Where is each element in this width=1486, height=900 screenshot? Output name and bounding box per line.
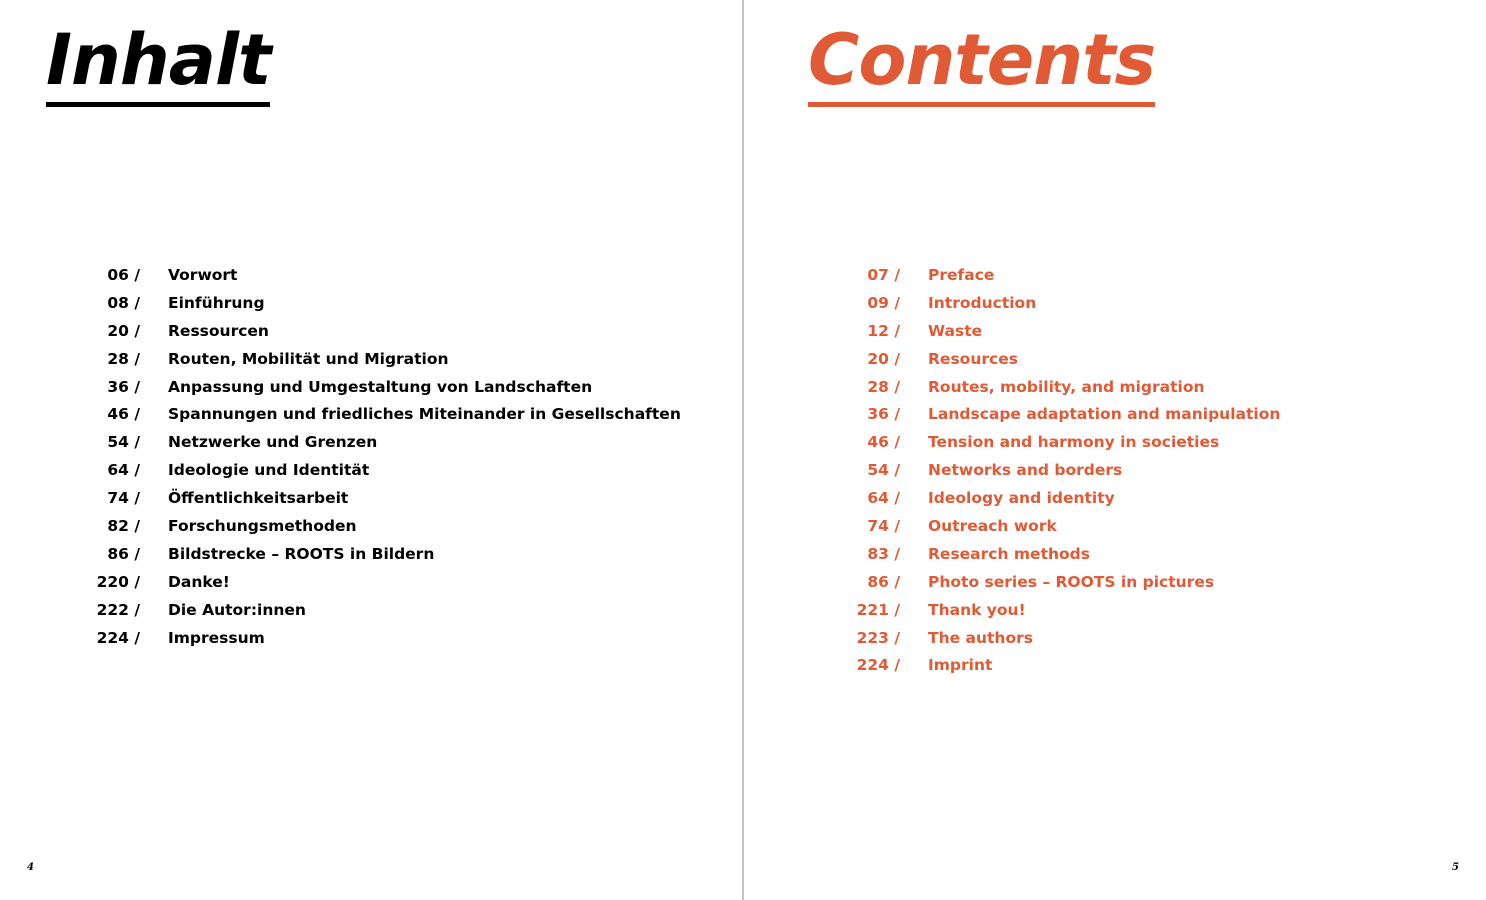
toc-page-number: 09 / (867, 293, 900, 312)
toc-page-number: 74 / (867, 516, 900, 535)
toc-page-number: 46 / (867, 433, 900, 452)
toc-entry (856, 373, 1280, 401)
toc-page-number: 54 / (867, 461, 900, 480)
toc-entry-title: The authors (928, 628, 1033, 647)
toc-entry-title: Photo series – ROOTS in pictures (928, 572, 1215, 591)
toc-entry (96, 596, 681, 624)
toc-entry-title: Impressum (168, 628, 265, 647)
toc-page-number: 224 / (96, 628, 140, 647)
toc-entry-title: Resources (928, 349, 1018, 368)
toc-entry (96, 484, 681, 512)
toc-page-number: 86 / (867, 572, 900, 591)
toc-page-number: 07 / (867, 265, 900, 284)
toc-entry (96, 540, 681, 568)
toc-entry-title: Landscape adaptation and manipulation (928, 405, 1281, 424)
toc-page-number: 64 / (107, 461, 140, 480)
toc-entry (856, 512, 1280, 540)
toc-entry-title: Waste (928, 321, 983, 340)
toc-page-number: 36 / (107, 377, 140, 396)
toc-entry (96, 400, 681, 428)
toc-entry (856, 540, 1280, 568)
page-number-left: 4 (27, 862, 34, 873)
toc-entry-title: Research methods (928, 544, 1090, 563)
table-of-contents-german (96, 261, 681, 651)
toc-entry (96, 317, 681, 345)
toc-page-number: 28 / (107, 349, 140, 368)
toc-page-number: 74 / (107, 489, 140, 508)
toc-entry-title: Ressourcen (168, 321, 269, 340)
toc-entry (96, 624, 681, 652)
toc-entry (96, 568, 681, 596)
toc-entry (856, 428, 1280, 456)
toc-page-number: 83 / (867, 544, 900, 563)
toc-entry (856, 345, 1280, 373)
toc-page-number: 20 / (107, 321, 140, 340)
toc-entry (856, 289, 1280, 317)
toc-entry (856, 624, 1280, 652)
toc-entry (856, 484, 1280, 512)
toc-entry-title: Forschungsmethoden (168, 516, 357, 535)
toc-page-number: 86 / (107, 544, 140, 563)
toc-entry (96, 261, 681, 289)
toc-entry (96, 512, 681, 540)
toc-entry (96, 456, 681, 484)
toc-entry (96, 373, 681, 401)
toc-page-number: 223 / (856, 628, 900, 647)
toc-entry-title: Öffentlichkeitsarbeit (168, 489, 349, 508)
toc-page-number: 224 / (856, 656, 900, 675)
table-of-contents-english (856, 261, 1280, 679)
toc-page-number: 64 / (867, 489, 900, 508)
toc-entry (96, 345, 681, 373)
toc-entry (856, 568, 1280, 596)
toc-page-number: 06 / (107, 265, 140, 284)
toc-entry-title: Anpassung und Umgestaltung von Landschaften (168, 377, 593, 396)
toc-entry-title: Ideologie und Identität (168, 461, 370, 480)
toc-entry (856, 596, 1280, 624)
toc-entry-title: Networks and borders (928, 461, 1123, 480)
toc-entry-title: Danke! (168, 572, 230, 591)
toc-entry-title: Outreach work (928, 516, 1057, 535)
toc-entry-title: Einführung (168, 293, 265, 312)
toc-entry-title: Thank you! (928, 600, 1026, 619)
toc-entry-title: Spannungen und friedliches Miteinander in Gesellschaften (168, 405, 681, 424)
toc-entry-title: Die Autor:innen (168, 600, 306, 619)
toc-page-number: 82 / (107, 516, 140, 535)
toc-entry-title: Routen, Mobilität und Migration (168, 349, 449, 368)
toc-page-number: 220 / (96, 572, 140, 591)
toc-entry-title: Tension and harmony in societies (928, 433, 1220, 452)
toc-entry-title: Vorwort (168, 265, 238, 284)
page-title-german: Inhalt (46, 18, 270, 107)
toc-entry (856, 456, 1280, 484)
toc-page-number: 12 / (867, 321, 900, 340)
toc-entry (856, 317, 1280, 345)
toc-page-number: 36 / (867, 405, 900, 424)
toc-entry-title: Preface (928, 265, 995, 284)
toc-entry (856, 261, 1280, 289)
toc-page-number: 221 / (856, 600, 900, 619)
toc-entry (96, 289, 681, 317)
toc-entry-title: Bildstrecke – ROOTS in Bildern (168, 544, 435, 563)
toc-entry-title: Imprint (928, 656, 993, 675)
toc-entry-title: Netzwerke und Grenzen (168, 433, 378, 452)
page-title-english: Contents (808, 18, 1155, 107)
toc-entry-title: Introduction (928, 293, 1037, 312)
toc-entry (96, 428, 681, 456)
toc-page-number: 28 / (867, 377, 900, 396)
toc-entry-title: Routes, mobility, and migration (928, 377, 1205, 396)
toc-page-number: 20 / (867, 349, 900, 368)
toc-entry (856, 651, 1280, 679)
toc-page-number: 54 / (107, 433, 140, 452)
toc-entry (856, 400, 1280, 428)
toc-page-number: 46 / (107, 405, 140, 424)
right-page (744, 0, 1486, 900)
toc-page-number: 222 / (96, 600, 140, 619)
toc-entry-title: Ideology and identity (928, 489, 1115, 508)
toc-page-number: 08 / (107, 293, 140, 312)
page-number-right: 5 (1452, 862, 1459, 873)
